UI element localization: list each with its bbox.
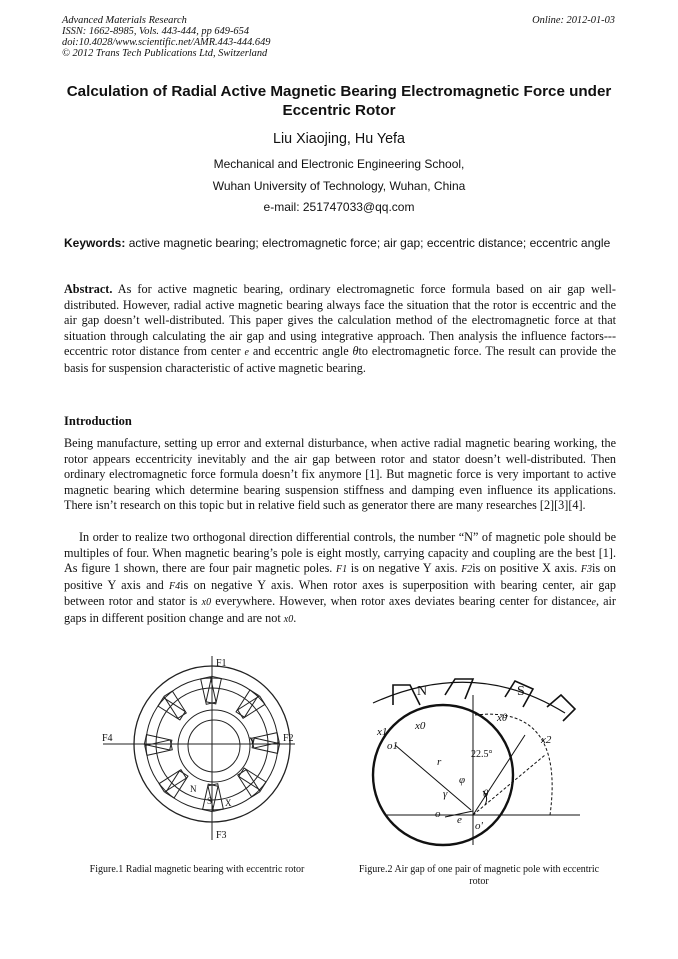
symbol-e: e <box>591 597 596 609</box>
intro-text: . <box>293 610 297 625</box>
intro-paragraph-1: Being manufacture, setting up error and external disturbance, when active radial magnetic bearing working, the rotor appears eccentricity inevitably and the air gap between rotor and stator doesn’t well-distributed. Then ordinary electromagnetic force formula doesn’t fix anymore [1]. But magnetic force is very important to active magnetic bearing which determine bearing suspension stiffness and damping even influence its applications. There isn’t research on this topic but in relative field such as generator there are many researches [2][3][4]. <box>64 436 616 513</box>
label-o1: o1 <box>387 740 398 752</box>
figure-2-caption: Figure.2 Air gap of one pair of magnetic pole with eccentric rotor <box>358 864 600 887</box>
rotor-circle <box>373 705 513 845</box>
symbol-e: e <box>244 347 249 359</box>
author-email: e-mail: 251747033@qq.com <box>263 200 415 214</box>
figure-1-caption: Figure.1 Radial magnetic bearing with eccentric rotor <box>89 864 305 875</box>
intro-text: is on negative Y axis. <box>347 561 462 576</box>
label-N: N <box>190 784 197 794</box>
label-S: S <box>517 684 525 699</box>
label-theta: θ <box>483 788 489 800</box>
affiliation-line-2: Wuhan University of Technology, Wuhan, China <box>212 179 466 193</box>
paper-title: Calculation of Radial Active Magnetic Bearing Electromagnetic Force under Eccentric Rotor <box>66 83 612 119</box>
symbol-F1: F1 <box>336 564 348 576</box>
label-F2: F2 <box>283 733 294 744</box>
pole-S-shoe <box>505 681 575 721</box>
label-x0: x0 <box>415 720 426 732</box>
intro-text: everywhere. However, when rotor axes deviates bearing center for distance <box>211 594 592 609</box>
rotor-inner <box>188 720 240 772</box>
paper-authors: Liu Xiaojing, Hu Yefa <box>273 131 405 147</box>
label-N: N <box>417 684 428 699</box>
symbol-x0: x0 <box>283 613 294 625</box>
symbol-F4: F4 <box>169 580 181 592</box>
label-o-prime: o' <box>475 820 483 832</box>
affiliation-line-1: Mechanical and Electronic Engineering School, <box>213 157 465 171</box>
symbol-F2: F2 <box>461 564 473 576</box>
doi-line: doi:10.4028/www.scientific.net/AMR.443-444.649 <box>62 37 271 48</box>
label-F1: F1 <box>216 658 227 669</box>
figure-2-air-gap-diagram <box>365 665 595 855</box>
keywords-text: active magnetic bearing; electromagnetic force; air gap; eccentric distance; eccentric angle <box>125 236 611 250</box>
label-S: S <box>207 796 213 806</box>
abstract-text: and eccentric angle <box>248 344 353 359</box>
intro-text: In order to realize two orthogonal direction differential controls, the number “N” of magnetic pole should be multiples of four. When magnetic bearing’s pole is eight mostly, carrying capacity and coupling are the best [1]. As figure 1 shown, there are four pair magnetic poles. <box>64 530 616 576</box>
intro-text: is on positive Y axis and <box>64 561 616 592</box>
label-o: o <box>435 808 441 820</box>
issn-line: ISSN: 1662-8985, Vols. 443-444, pp 649-654 <box>62 26 250 37</box>
abstract <box>64 282 616 377</box>
section-heading: Introduction <box>64 414 132 428</box>
label-F4: F4 <box>102 733 113 744</box>
label-Y: Y <box>249 736 256 746</box>
figure-1-bearing-diagram <box>95 652 315 852</box>
label-F3: F3 <box>216 830 227 841</box>
keywords-label: Keywords: <box>64 236 126 250</box>
abstract-text: to electromagnetic force. The result can provide the basis for suspension characteristic of active magnetic bearing. <box>64 344 616 375</box>
intro-text: is on negative Y axis. When rotor axes is superposition with bearing center, air gap between rotor and stator is <box>64 577 616 609</box>
pole-N-shoe <box>393 679 473 705</box>
copyright-line: © 2012 Trans Tech Publications Ltd, Switzerland <box>62 48 268 59</box>
symbol-F3: F3 <box>580 564 593 576</box>
label-x-theta: xθ <box>497 712 508 724</box>
symbol-x0: x0 <box>201 597 212 609</box>
label-x2: x2 <box>541 734 552 746</box>
journal-name: Advanced Materials Research <box>62 15 187 26</box>
angle-line <box>473 735 525 815</box>
intro-text: , air gaps in different position change and are not <box>64 594 616 625</box>
label-x1: x1 <box>377 726 388 738</box>
abstract-label: Abstract. <box>64 282 113 296</box>
label-e: e <box>457 814 462 826</box>
label-r: r <box>437 756 442 768</box>
label-X: X <box>225 798 232 808</box>
journal-header <box>62 15 615 59</box>
abstract-text: As for active magnetic bearing, ordinary electromagnetic force formula based on air gap well-distributed. However, radial active magnetic bearing always face the situation that the rotor is eccentric and the air gap doesn’t well-distributed. This paper gives the calculation method of the electromagnetic force at that situation through calculating the air gap and using integrative approach. Then analysis the influence factors---eccentric rotor distance from center <box>64 282 616 359</box>
online-date: Online: 2012-01-03 <box>532 15 615 26</box>
angle-line-2 <box>473 755 545 815</box>
symbol-theta: θ <box>352 344 359 359</box>
rotor-outer <box>178 710 250 782</box>
label-gamma: γ <box>443 788 448 800</box>
label-phi: φ <box>459 774 466 786</box>
intro-text: is on positive X axis. <box>472 561 581 576</box>
keywords <box>64 235 616 251</box>
intro-paragraph-2 <box>64 530 616 628</box>
label-angle: 22.5° <box>471 749 493 760</box>
